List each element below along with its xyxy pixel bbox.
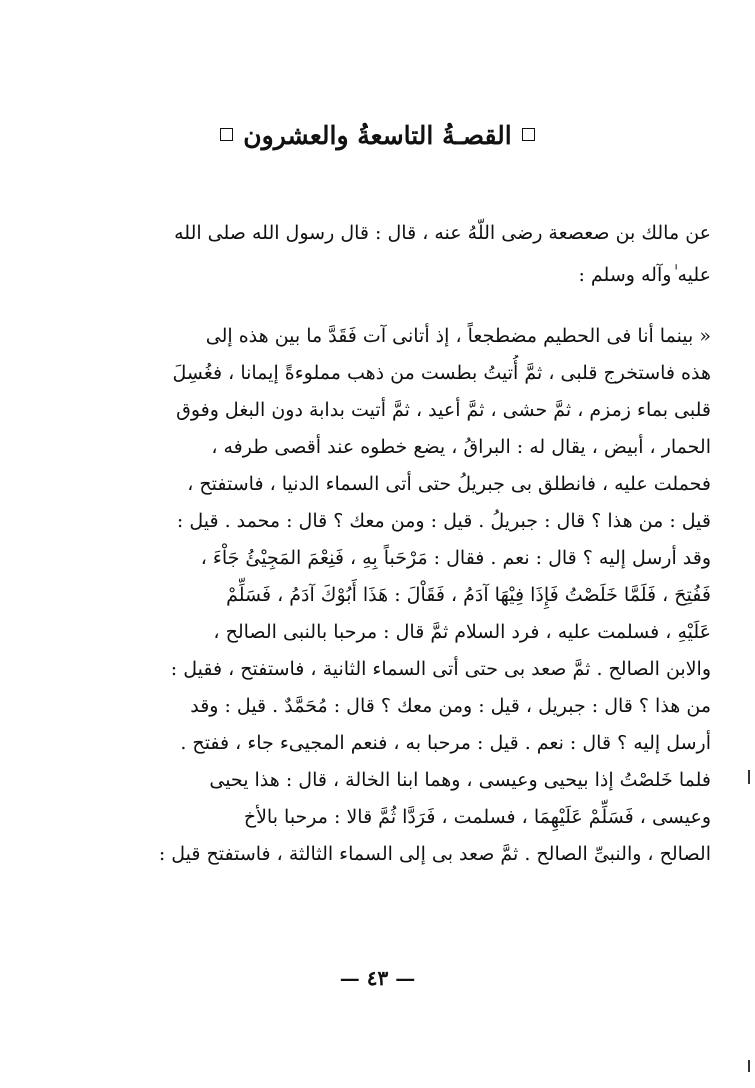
scan-edge-mark	[748, 770, 750, 784]
text-line: فلما خَلصْتُ إذا بيحيى وعيسى ، وهما ابنا الخالة ، قال : هذا يحيى	[209, 769, 711, 791]
text-line: قيل : من هذا ؟ قال : جبريلُ . قيل : ومن معك ؟ قال : محمد . قيل :	[176, 510, 711, 532]
text-line: عن مالك بن صعصعة رضى اللّهُ عنه ، قال : قال رسول الله صلى الله	[174, 222, 711, 244]
text-line: « بينما أنا فى الحطيم مضطجعاً ، إذ أتانى آت فَقَدَّ ما بين هذه إلى	[205, 325, 711, 347]
chapter-heading	[0, 116, 755, 156]
text-line: فَفُتِحَ ، فَلَمَّا خَلَصْتُ فَإِذَا فِيْهَا آدَمُ ، فَقَاْلَ : هَذَا أَبُوْكَ آدَمُ ، فَسَلِّمْ	[226, 584, 711, 606]
scan-edge-mark	[748, 1060, 750, 1072]
text-line: قلبى بماء زمزم ، ثمَّ حشى ، ثمَّ أعيد ، ثمَّ أتيت بدابة دون البغل وفوق	[176, 399, 711, 421]
square-ornament-icon	[522, 128, 535, 141]
text-line: عَلَيْهِ ، فسلمت عليه ، فرد السلام ثمَّ قال : مرحبا بالنبى الصالح ،	[213, 621, 711, 643]
text-line: من هذا ؟ قال : جبريل ، قيل : ومن معك ؟ قال : مُحَمَّدٌ . قيل : وقد	[190, 695, 711, 717]
intro-paragraph	[64, 212, 711, 296]
chapter-title: القصـةُ التاسعةُ والعشرون	[243, 121, 512, 150]
text-line: فحملت عليه ، فانطلق بى جبريلُ حتى أتى السماء الدنيا ، فاستفتح ،	[187, 473, 711, 495]
text-line: وعيسى ، فَسَلِّمْ عَلَيْهِمَا ، فسلمت ، فَرَدَّا ثُمَّ قالا : مرحبا بالأخ	[243, 806, 711, 828]
hadith-paragraph	[64, 318, 711, 873]
text-line: الصالح ، والنبىِّ الصالح . ثمَّ صعد بى إلى السماء الثالثة ، فاستفتح قيل :	[158, 843, 711, 865]
text-line: عليه ٰوآله وسلم :	[578, 264, 711, 286]
text-line: هذه فاستخرج قلبى ، ثمَّ أُتيتُ بطست من ذهب مملوءةً إيمانا ، فغُسِلَ	[172, 362, 711, 384]
square-ornament-icon	[220, 128, 233, 141]
text-line: وقد أرسل إليه ؟ قال : نعم . فقال : مَرْحَباً بِهِ ، فَنِعْمَ المَجِيْئُ جَاْءَ ،	[200, 547, 711, 569]
text-line: أرسل إليه ؟ قال : نعم . قيل : مرحبا به ، فنعم المجيىء جاء ، ففتح .	[180, 732, 711, 754]
page-number: — ٤٣ —	[339, 966, 416, 990]
text-line: والابن الصالح . ثمَّ صعد بى حتى أتى السماء الثانية ، فاستفتح ، فقيل :	[170, 658, 711, 680]
text-line: الحمار ، أبيض ، يقال له : البراقُ ، يضع خطوه عند أقصى طرفه ،	[211, 436, 711, 458]
